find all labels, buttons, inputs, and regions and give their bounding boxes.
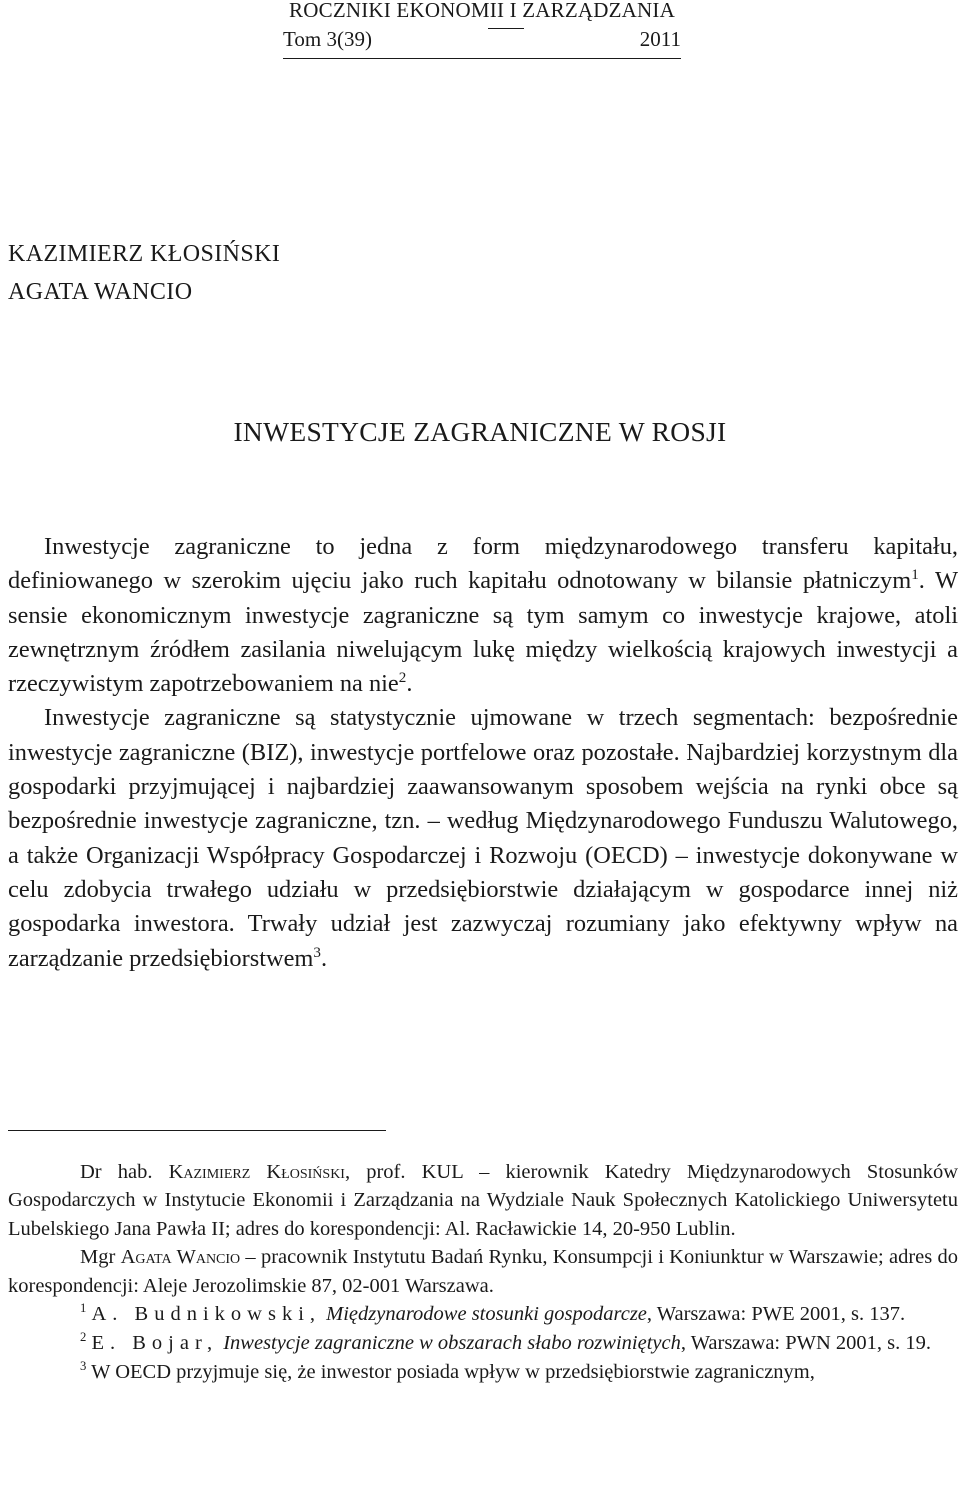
footnote-author: E. Bojar, bbox=[91, 1332, 219, 1355]
paragraph-text: Inwestycje zagraniczne są statystycznie ujmowane w trzech segmentach: bezpośrednie inwestycje zagraniczne (BIZ), inwestycje portfelowe oraz pozostałe. Najbardziej korzystnym dla gospodarki przyjmującej i najbardziej zaawansowanym sposobem wejścia na rynki obce są bezpośrednie inwestycje zagraniczne, tzn. – według Międzynarodowego Funduszu Walutowego, a także Organizacji Współpracy Gospodarczej i Rozwoju (OECD) – inwestycje dokonywane w celu zdobycia trwałego udziału w przedsiębiorstwie działającym w gospodarce innej niż gospodarka inwestora. Trwały udział jest zazwyczaj rozumiany jako efektywny wpływ na zarządzanie przedsiębiorstwem bbox=[8, 704, 958, 972]
article-body bbox=[8, 530, 958, 976]
header-rule bbox=[283, 58, 681, 59]
paragraph-text: . W sensie ekonomicznym inwestycje zagraniczne są tym samym co inwestycje krajowe, atoli zewnętrznym źródłem zasilania niwelującym lukę między wielkością krajowych inwestycji a rzeczywistym zapotrzebowaniem na nie bbox=[8, 567, 958, 698]
footnote-number: 2 bbox=[80, 1330, 87, 1345]
author-note bbox=[8, 1243, 958, 1300]
footnote-separator bbox=[8, 1130, 386, 1131]
footnote bbox=[8, 1329, 958, 1357]
paragraph-text: Inwestycje zagraniczne to jedna z form międzynarodowego transferu kapitału, definiowanego w szerokim ujęciu jako ruch kapitału odnotowany w bilansie płatniczym bbox=[8, 533, 958, 595]
footnote-work-title: Międzynarodowe stosunki gospodarcze bbox=[326, 1303, 647, 1326]
paragraph-text: . bbox=[320, 944, 328, 972]
journal-name: ROCZNIKI EKONOMII I ZARZĄDZANIA bbox=[289, 0, 675, 22]
journal-header bbox=[283, 0, 681, 59]
degree: Dr hab. bbox=[80, 1161, 153, 1183]
footnote-work-title: Inwestycje zagraniczne w obszarach słabo rozwiniętych bbox=[223, 1332, 681, 1355]
footnote-ref[interactable]: 1 bbox=[911, 567, 919, 584]
footnote-author: A. Budnikowski, bbox=[91, 1303, 322, 1326]
footnote-ref[interactable]: 3 bbox=[313, 944, 321, 961]
journal-year: 2011 bbox=[639, 27, 681, 51]
footnote-number: 1 bbox=[80, 1301, 87, 1316]
author-name: AGATA WANCIO bbox=[8, 279, 193, 305]
footnote bbox=[8, 1300, 958, 1328]
footnote-text: , Warszawa: PWE 2001, s. 137. bbox=[646, 1303, 906, 1326]
author-note-name: Kazimierz Kłosiński bbox=[168, 1161, 345, 1183]
author-note-text: – pracownik Instytutu Badań Rynku, Konsumpcji i Koniunktur w Warszawie; adres do korespondencji: Aleje Jerozolimskie 87, 02-001 Warszawa. bbox=[8, 1246, 959, 1297]
author-note bbox=[8, 1158, 958, 1243]
issue-dash bbox=[488, 28, 524, 54]
footnote-number: 3 bbox=[80, 1359, 87, 1374]
author-note-text: , prof. KUL – kierownik Katedry Międzynarodowych Stosunków Gospodarczych w Instytucie Ekonomii i Zarządzania na Wydziale Nauk Społecznych Katolickiego Uniwersytetu Lubelskiego Jana Pawła II; adres do korespondencji: Al. Racławickie 14, 20-950 Lublin. bbox=[8, 1161, 959, 1240]
footnote bbox=[8, 1358, 958, 1386]
author-note-name: Agata Wancio bbox=[120, 1246, 241, 1269]
footnote-ref[interactable]: 2 bbox=[398, 670, 407, 687]
footnote-text: W OECD przyjmuje się, że inwestor posiada wpływ w przedsiębiorstwie zagranicznym, bbox=[91, 1361, 815, 1384]
article-title: INWESTYCJE ZAGRANICZNE W ROSJI bbox=[233, 416, 727, 447]
author-name: KAZIMIERZ KŁOSIŃSKI bbox=[8, 241, 281, 267]
body-paragraph bbox=[8, 701, 958, 975]
paragraph-text: . bbox=[406, 670, 413, 698]
journal-issue-line bbox=[283, 25, 681, 54]
journal-volume: Tom 3(39) bbox=[283, 27, 372, 51]
footnote-text: , Warszawa: PWN 2001, s. 19. bbox=[680, 1332, 932, 1355]
author-list bbox=[8, 235, 280, 311]
body-paragraph bbox=[8, 530, 958, 701]
footnotes bbox=[8, 1158, 958, 1387]
degree: Mgr bbox=[80, 1246, 116, 1269]
